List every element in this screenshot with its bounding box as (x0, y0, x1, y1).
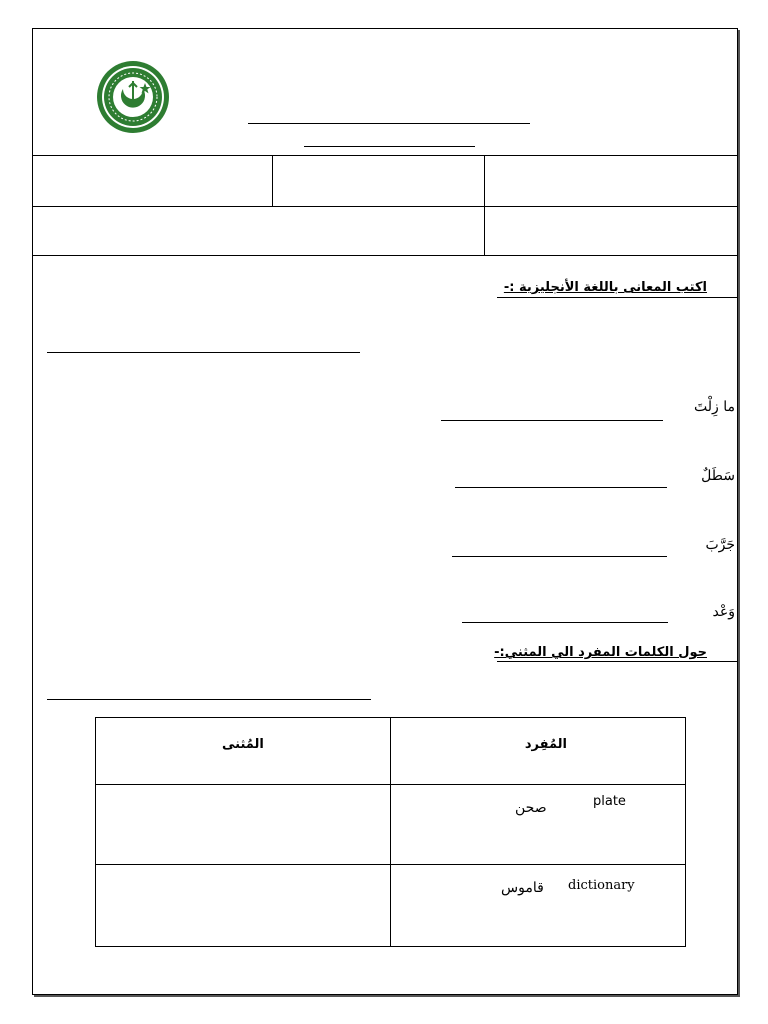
word-2: سَطَلٌ (701, 468, 735, 484)
info-field-3[interactable] (33, 156, 272, 206)
info-field-2[interactable] (273, 156, 484, 206)
section2-heading: حول الكلمات المفرد الي المثني:- (494, 645, 707, 660)
grid-line-bottom (33, 255, 737, 256)
info-field-1[interactable] (485, 156, 737, 206)
row1-dual-answer-cell[interactable] (96, 785, 390, 864)
answer-line-2[interactable] (455, 487, 667, 488)
info-field-4[interactable] (485, 207, 737, 255)
info-field-5[interactable] (33, 207, 484, 255)
answer-line-3[interactable] (452, 556, 667, 557)
answer-line-1[interactable] (441, 420, 663, 421)
row2-arabic: قاموس (501, 880, 544, 896)
row2-english: dictionary (568, 878, 635, 893)
word-4: وَعْد (712, 604, 735, 620)
header-dual: المُثنى (222, 737, 264, 752)
row1-arabic: صحن (515, 800, 547, 816)
section2-heading-underline (497, 661, 737, 662)
section1-heading: اكتب المعانى باللغة الأنجليزية :- (503, 280, 707, 295)
school-logo-icon (95, 59, 171, 135)
answer-line-4[interactable] (462, 622, 668, 623)
row1-english: plate (593, 794, 626, 809)
row2-dual-answer-cell[interactable] (96, 865, 390, 946)
worksheet-page (32, 28, 738, 995)
blank-line-2[interactable] (47, 699, 371, 700)
blank-line-1[interactable] (47, 352, 360, 353)
header-singular: المُفِرد (524, 737, 567, 752)
subtitle-line (304, 146, 475, 147)
word-1: ما زِلْتَ (694, 399, 735, 415)
section1-heading-underline (497, 297, 737, 298)
table-column-divider (390, 718, 391, 946)
title-line (248, 123, 530, 124)
word-3: جَرَّبَ (705, 537, 735, 553)
singular-dual-table (95, 717, 686, 947)
